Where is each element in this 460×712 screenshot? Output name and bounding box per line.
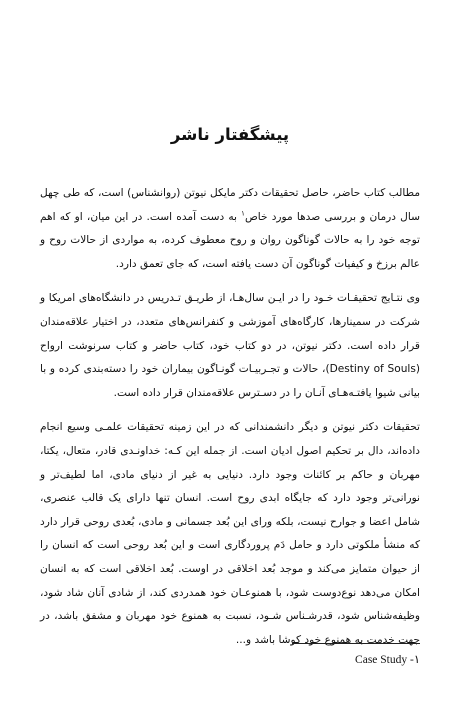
page-title: پیشگفتار ناشر: [170, 125, 290, 144]
english-book-title: (Destiny of Souls): [325, 363, 421, 376]
paragraph-1: [40, 182, 420, 276]
paragraph-1-text: مطالب کتاب حاضر، حاصل تحقیقات دکتر مایکل نیوتن (روانشناس) است، که طی چهل سال درمان و بررسی صدها مورد خاص: [40, 187, 420, 223]
footnote-marker: ۱: [241, 209, 245, 218]
footnote-divider: [292, 643, 420, 644]
footnote: Case Study -۱: [355, 654, 420, 666]
paragraph-2-text: وی نتـایج تحقیقـات خـود را در ایـن سال‌هـا، از طریـق تـدریس در دانشگاه‌های امریکا و شرکت در سمینارها، کارگاه‌های آموزشی و کنفرانس‌های متعدد، در اختیار علاقه‌مندان قرار داده است. دکتر نیوتن، در دو کتاب خود، کتاب حاضر و کتاب سرنوشت ارواح: [40, 292, 420, 352]
paragraph-2: [40, 287, 420, 405]
paragraph-1-text-continued: به دست آمده است. در این میان، او که اهم توجه خود را به حالات گوناگون روان و روح معطوف کرده، به مواردی از حالات روح و عالم برزخ و کیفیات گوناگون آن دست یافته است، که جای تعمق دارد.: [40, 210, 420, 270]
paragraph-2-text-continued: ، حالات و تجـربیـات گونـاگون بیماران خود را دسته‌بندی کرده و با بیانی شیوا یافتـه‌هـای آنـان را در دسـترس علاقه‌مندان قرار داده است.: [40, 363, 420, 399]
body-text: [40, 182, 420, 663]
paragraph-3: تحقیقات دکتر نیوتن و دیگر دانشمندانی که در این زمینه تحقیقات علمـی وسیع انجام داده‌اند، دال بر تحکیم اصول ادیان است. از جمله این کـه: خداونـدی قادر، متعال، یکتا، مهربان و حاکم بر کائنات وجود دارد. دنیایی به غیر از دنیای مادی، اما لطیف‌تر و نورانی‌تر وجود دارد که جایگاه ابدی روح است. انسان تنها دارای یک قالب عنصری، شامل اعضا و جوارح نیست، بلکه ورای این بُعد جسمانی و مادی، بُعدی روحی قرار دارد که منشأ ملکوتی دارد و حامل دَم پروردگاری است و این بُعد روحی است که انسان را از حیوان متمایز می‌کند و موجد بُعد اخلاقی در اوست. بُعد اخلاقی است که به انسان امکان می‌دهد نوع‌دوست شود، با همنوعـان خود همدردی کند، از شادی آنان شاد شود، وظیفه‌شناس شود، قدرشـناس شـود، نسبت به همنوع خود مهربان و مشفق باشد، در جهت خدمت به همنوع خود کوشا باشد و...: [40, 421, 420, 646]
